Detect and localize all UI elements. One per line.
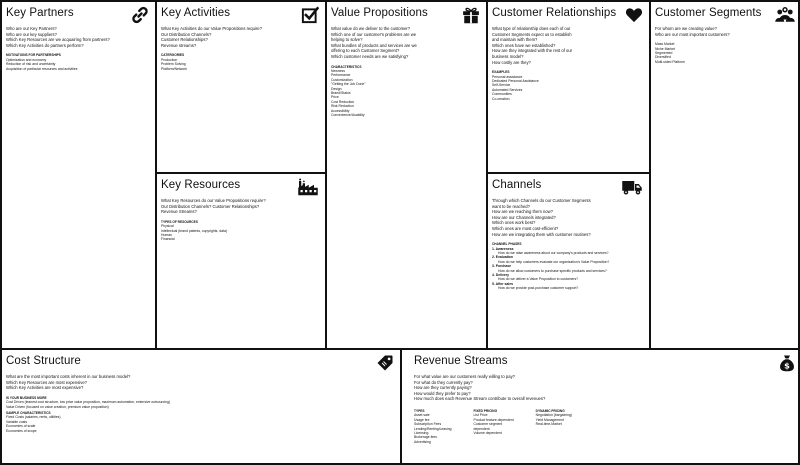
customer-relationships-block: [488, 2, 651, 174]
list-item: Customization: [331, 77, 353, 82]
list-item: Customer segment: [473, 422, 503, 427]
list-item: List Price: [473, 413, 488, 418]
question: What bundles of products and services are we: [331, 42, 417, 48]
question: How much does each Revenue Stream contribute to overall revenues?: [414, 396, 546, 402]
key-activities-questions: [161, 26, 321, 48]
list-item: Human: [161, 233, 172, 237]
question: What value do we deliver to the customer?: [331, 26, 411, 31]
question: Customer Relationships?: [161, 37, 208, 43]
question: Which Key Activities do partners perform?: [6, 42, 84, 48]
list-item: Variable costs: [6, 419, 28, 424]
money-bag-icon: [778, 354, 796, 372]
list-item: Subscription Fees: [414, 422, 442, 427]
question: Customer Segments expect us to establish: [492, 31, 572, 37]
list-item: Risk Reduction: [331, 104, 354, 109]
list-item: Value Driven (focused on value creation, premium value proposition): [6, 404, 109, 409]
list-item: Usage fee: [414, 417, 430, 422]
question: How are they integrated with the rest of our: [492, 48, 573, 54]
svg-text:$: $: [784, 360, 790, 371]
phase-label: 3. Purchase: [492, 264, 512, 269]
question: want to be reached?: [492, 203, 530, 209]
question: Who are our Key Partners?: [6, 26, 57, 31]
key-partners-title: Key Partners: [6, 7, 74, 19]
list-item: Reduction of risk and uncertainty: [6, 62, 56, 67]
phase-label: 5. After sales: [492, 281, 513, 286]
cost-structure-questions: [6, 374, 396, 391]
revenue-streams-title: Revenue Streams: [414, 355, 508, 367]
list-item: Brand/Status: [331, 91, 351, 95]
list-item: Financial: [161, 237, 175, 242]
list-item: Accessibility: [331, 108, 350, 113]
customer-segments-title: Customer Segments: [655, 7, 762, 19]
list-item: Optimization and economy: [6, 57, 47, 62]
question: For what do they currently pay?: [414, 379, 473, 385]
question: Who are our key suppliers?: [6, 31, 57, 37]
question: Which customer needs are we satisfying?: [331, 53, 409, 59]
list-item: Yield Management: [535, 417, 564, 422]
phase-detail: How do we raise awareness about our company's products and services?: [498, 250, 609, 255]
customer-relationships-subheading: EXAMPLES: [492, 70, 510, 75]
list-item: Economies of scale: [6, 424, 36, 429]
list-item: Segmented: [655, 51, 673, 55]
list-item: Real-time-Market: [535, 422, 562, 427]
factory-icon: [297, 178, 319, 196]
list-item: Cost Reduction: [331, 99, 355, 104]
question: What type of relationship does each of our: [492, 26, 571, 31]
list-item: Lending/Renting/Leasing: [414, 426, 452, 431]
phase-detail: How do we allow customers to purchase specific products and services?: [498, 268, 607, 273]
phase-label: 2. Evaluation: [492, 255, 513, 260]
question: Which Key Resources are we acquairing from partners?: [6, 37, 110, 43]
list-item: Advertising: [414, 439, 431, 444]
question: offering to each Customer Segment?: [331, 48, 400, 54]
list-item: Self-Service: [492, 83, 511, 88]
list-item: Intellectual (brand patents, copyrights, data): [161, 228, 227, 233]
cost-structure-subheading: IS YOUR BUSINESS MORE: [6, 395, 47, 400]
revenue-streams-block: [402, 350, 800, 465]
customer-relationships-questions: [492, 26, 645, 65]
value-propositions-block: [327, 2, 488, 350]
column-heading: DYNAMIC PRICING: [535, 408, 565, 413]
list-item: Diversified: [655, 55, 671, 60]
truck-icon: [621, 178, 643, 196]
revenue-column-dynamic-pricing: [536, 407, 572, 444]
tag-icon: [376, 354, 394, 372]
list-item: Co-creation: [492, 96, 510, 101]
channels-block: [488, 174, 651, 350]
customer-segments-block: [651, 2, 800, 350]
list-item: Convenience/Usability: [331, 113, 365, 118]
key-partners-block: [2, 2, 157, 350]
question: Which Key Resources are most expensive?: [6, 379, 87, 385]
key-activities-title: Key Activities: [161, 7, 231, 19]
question: Our Distribution Channels?: [161, 31, 212, 37]
channels-title: Channels: [492, 179, 542, 191]
key-activities-subheading: CATERGORIES: [161, 53, 185, 58]
question: business model?: [492, 53, 524, 59]
channels-subheading: CHANNEL PHASES: [492, 242, 522, 247]
list-item: Personal assistance: [492, 74, 523, 79]
list-item: Performance: [331, 73, 351, 78]
list-item: Licensing: [414, 431, 429, 435]
list-item: Economies of scope: [6, 428, 37, 433]
list-item: Brokerage fees: [414, 435, 437, 440]
phase-detail: How do we help customers evaluate our organization's Value Proposition?: [498, 259, 610, 264]
question: Which ones have we established?: [492, 42, 556, 48]
question: How are we integrating them with customer routines?: [492, 231, 591, 237]
key-resources-block: [157, 174, 327, 350]
question: What are the most important costs inherent in our business model?: [6, 374, 131, 379]
value-propositions-subheading: CHARACTERISTICS: [331, 64, 362, 69]
phase-detail: How do we provide post-purchase customer support?: [498, 286, 579, 291]
question: How are we reaching them now?: [492, 209, 553, 215]
link-icon: [131, 6, 149, 24]
list-item: Asset sale: [414, 413, 430, 418]
question: Revenue streams?: [161, 42, 197, 48]
question: How are our Channels integrated?: [492, 214, 556, 220]
heart-icon: [625, 6, 643, 24]
list-item: Product feature dependent: [473, 417, 514, 422]
list-item: Price: [331, 95, 339, 100]
key-resources-questions: [161, 198, 321, 215]
list-item: dependent: [473, 426, 490, 431]
customer-segments-questions: [655, 26, 798, 37]
phase-detail: How do we deliver a Value Proposition to customers?: [498, 277, 579, 282]
question: Who are our most important customers?: [655, 31, 730, 37]
checkbox-icon: [301, 6, 319, 24]
list-item: Automated Services: [492, 87, 523, 92]
question: Which ones are most cost-efficient?: [492, 225, 559, 231]
people-icon: [774, 6, 796, 24]
question: How would they prefer to pay?: [414, 390, 471, 396]
list-item: Platform/Network: [161, 66, 188, 71]
list-item: Communities: [492, 92, 512, 97]
list-item: Niche Market: [655, 46, 675, 51]
question: What Key Activities do our Value Propositions require?: [161, 26, 262, 31]
list-item: Multi-sided Platform: [655, 59, 685, 64]
cost-structure-block: [2, 350, 402, 465]
list-item: Design: [331, 86, 342, 91]
revenue-streams-questions: [414, 374, 798, 402]
question: Which ones work best?: [492, 220, 536, 226]
list-item: Physical: [161, 224, 174, 229]
question: and maintain with them?: [492, 37, 538, 43]
question: Our Distribution Channels? Customer Relationships?: [161, 203, 260, 209]
customer-relationships-title: Customer Relationships: [492, 7, 617, 19]
question: Revenue Streams?: [161, 209, 197, 215]
list-item: Volume dependent: [473, 431, 502, 435]
column-heading: TYPES: [414, 408, 425, 413]
key-partners-questions: [6, 26, 151, 48]
list-item: Cost Driven (leanest cost structure, low price value proposition, maximum automation, extensive outsourcing): [6, 400, 170, 405]
gift-icon: [462, 6, 480, 24]
column-heading: FIXED PRICING: [473, 408, 498, 413]
list-item: Problem Solving: [161, 62, 186, 67]
question: How are they currently paying?: [414, 385, 472, 391]
key-resources-title: Key Resources: [161, 179, 241, 191]
list-item: Negotiation (bargaining): [535, 413, 572, 418]
question: Which one of our customer's problems are we: [331, 31, 417, 37]
value-propositions-questions: [331, 26, 482, 60]
list-item: Production: [161, 57, 178, 62]
revenue-columns: [414, 407, 798, 444]
question: What Key Resources do our Value Propositions require?: [161, 198, 266, 203]
revenue-column-fixed-pricing: [474, 407, 514, 444]
question: helping to solve?: [331, 37, 363, 43]
list-item: "Getting the Job Done": [331, 82, 366, 87]
revenue-column-types: [414, 407, 452, 444]
value-propositions-title: Value Propositions: [331, 7, 428, 19]
list-item: Acquisition of particular resources and activities: [6, 66, 78, 71]
list-item: Newness: [331, 68, 345, 73]
list-item: Dedicated Personal Assistance: [492, 78, 539, 83]
list-item: Mass Market: [655, 42, 675, 47]
key-partners-subheading: MOTIVATIONS FOR PARTNERSHIPS: [6, 53, 61, 58]
phase-label: 4. Delivery: [492, 273, 509, 277]
question: Which Key Activities are most expensive?: [6, 385, 84, 391]
key-activities-block: [157, 2, 327, 174]
cost-structure-subheading-2: SAMPLE CHARACTERISTICS: [6, 411, 51, 415]
channels-questions: [492, 198, 645, 237]
question: For whom are we creating value?: [655, 26, 717, 31]
key-resources-subheading: TYPES OF RESOURCES: [161, 219, 198, 224]
question: For what value are our customers really willing to pay?: [414, 374, 516, 379]
question: Through which Channels do our Customer Segments: [492, 198, 591, 203]
cost-structure-title: Cost Structure: [6, 355, 81, 367]
question: How costly are they?: [492, 59, 531, 65]
list-item: Fixed Costs (salaries, rents, utilities): [6, 415, 61, 420]
phase-label: 1. Awareness: [492, 246, 514, 251]
